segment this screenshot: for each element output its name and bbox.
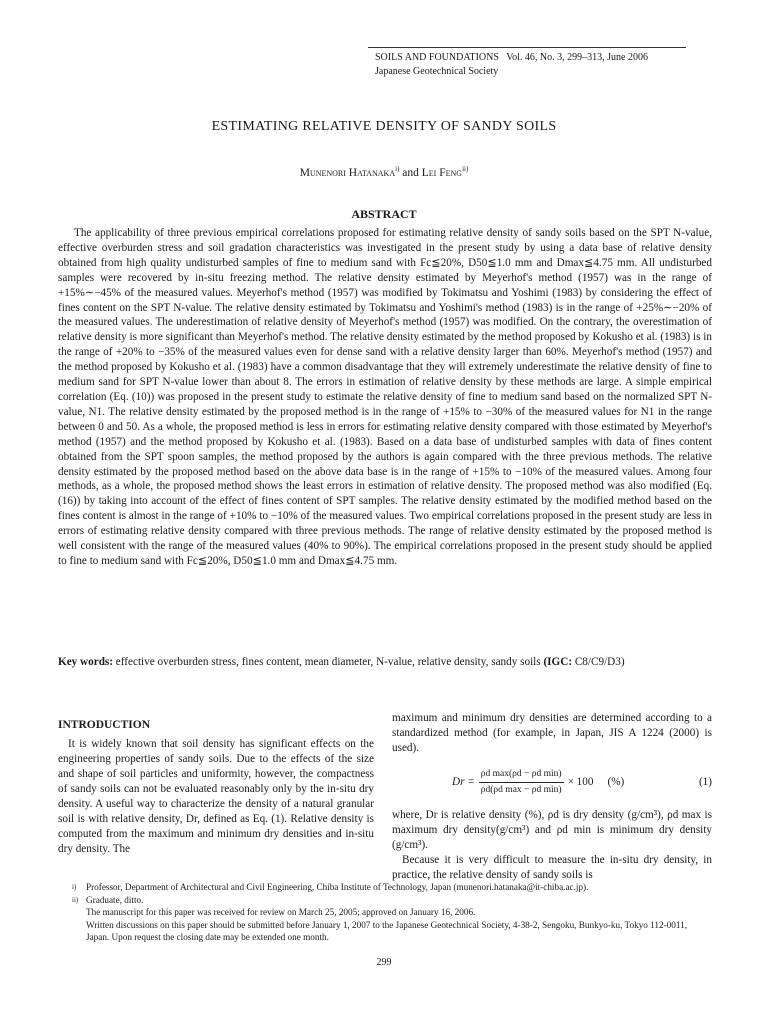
introduction-paragraph: It is widely known that soil density has significant effects on the engineering properties of sandy soils. Due to the effects of the size and shape of soil particles and uniformity, however, the compactness of sandy soils can not be evaluated reasonably only by the in-situ dry density. A useful way to characterize the density of a natural granular soil is with relative density, Dr, defined as Eq. (1). Relative density is computed from the maximum and minimum dry densities and in-situ dry density. The <box>58 738 374 855</box>
journal-society: Japanese Geotechnical Society <box>375 66 499 77</box>
footnote <box>72 906 712 919</box>
footnote-text: Professor, Department of Architectural and Civil Engineering, Chiba Institute of Technology, Japan (munenori.hatanaka@it-chiba.ac.jp). <box>86 882 589 892</box>
footnote-mark: i) <box>72 883 77 891</box>
equation-factor: × 100 <box>567 775 594 788</box>
author-2-affiliation-mark: ii) <box>462 165 469 173</box>
keywords-text: effective overburden stress, fines content, mean diameter, N-value, relative density, sandy soils <box>113 656 544 668</box>
footnote-text: Written discussions on this paper should be submitted before January 1, 2007 to the Japanese Geotechnical Society, 4-38-2, Sengoku, Bunkyo-ku, Tokyo 112-0011, Japan. Upon request the closing date may be extended one month. <box>86 919 687 942</box>
footnote <box>72 894 712 907</box>
author-1: Munenori Hatanaka <box>299 166 396 179</box>
author-2: Lei Feng <box>421 166 463 179</box>
equation-lhs: Dr = <box>452 775 475 788</box>
footnote-mark: ii) <box>72 895 79 904</box>
equation-numerator: ρd max(ρd − ρd min) <box>479 767 564 783</box>
introduction-paragraph-2: Because it is very difficult to measure the in-situ dry density, in practice, the relative density of sandy soils is <box>392 854 712 881</box>
footnote-text: The manuscript for this paper was received for review on March 25, 2005; approved on January 16, 2006. <box>86 907 476 917</box>
author-line <box>0 165 768 179</box>
journal-header-rule <box>368 47 686 48</box>
journal-header <box>375 51 648 79</box>
equation-denominator: ρd(ρd max − ρd min) <box>480 784 562 795</box>
author-1-affiliation-mark: i) <box>395 165 400 173</box>
introduction-left-column <box>58 718 374 857</box>
footnote <box>72 919 712 944</box>
footnote-text: Graduate, ditto. <box>86 894 144 905</box>
introduction-right-column <box>392 711 712 883</box>
equation-number: (1) <box>698 775 712 788</box>
igc-codes: C8/C9/D3) <box>572 656 625 668</box>
equation-1 <box>392 762 712 802</box>
journal-citation: SOILS AND FOUNDATIONS Vol. 46, No. 3, 299–313, June 2006 <box>375 52 648 63</box>
abstract-heading: ABSTRACT <box>351 207 417 221</box>
author-conjunction: and <box>399 166 422 179</box>
abstract-body: The applicability of three previous empirical correlations proposed for estimating relative density of sandy soils based on the SPT N-value, effective overburden stress and soil gradation characteristics was investigated in the present study by using a data base of relative density obtained from high quality undisturbed samples of fine to medium sand with Fc≦20%, D50≦1.0 mm and Dmax≦4.75 mm. All undisturbed samples were recovered by in-situ freezing method. The relative density estimated by Meyerhof's method (1957) was in the range of +15%∼−45% of the measured values. Meyerhof's method (1957) was modified by Tokimatsu and Yoshimi (1983) by considering the effect of fines content on the SPT N-value. The relative density estimated by Tokimatsu and Yoshimi's method (1983) is in the range of +25%∼−20% of the measured values. The underestimation of relative density of Meyerhof's method (1957) was modified. On the contrary, the overestimation of relative density is more significant than Meyerhof's method. The relative density estimated by the method proposed by Kokusho et al. (1983) is in the range of +20% to −35% of the measured values even for dense sand with a relative density larger than 60%. Meyerhof's method (1957) and the method proposed by Kokusho et al. (1983) have a common disadvantage that they will extremely underestimate the relative density of fine to medium sand for SPT N-value lower than about 8. The errors in estimation of relative density by these methods are large. A simple empirical correlation (Eq. (10)) was proposed in the present study to estimate the relative density of fine to medium sand based on the normalized SPT N-value, N1. The relative density estimated by the proposed method is in the range of +15% to −30% of the measured values for N1 in the range between 0 and 50. As a whole, the proposed method is less in errors for estimating relative density compared with those estimated by Meyerhof's method (1957) and the method proposed by Kokusho et al. (1983). Based on a data base of undisturbed samples with data of fines content obtained from the SPT spoon samples, the method proposed by the authors is again compared with the three previous methods. The relative density estimated by the proposed method based on the above data base is in the range of +15% to −10% of the measured values. Among four methods, as a whole, the proposed method shows the least errors in estimation of relative density. The proposed method was also modified (Eq. (16)) by taking into account of the effect of fines content of SPT samples. The relative density estimated by the modified method based on the fines content is almost in the range of +10% to −10% of the measured values. Two empirical correlations proposed in the present study are less in errors of estimating relative density compared with three previous methods. The range of relative density estimated by the proposed method is well consistent with the range of the measured values (40% to 90%). The empirical correlations proposed in the present study should be applied to fine to medium sand with Fc≦20%, D50≦1.0 mm and Dmax≦4.75 mm. <box>58 227 712 567</box>
igc-label: (IGC: <box>543 656 573 668</box>
footnote <box>72 881 712 894</box>
keywords <box>58 655 712 670</box>
paper-title: ESTIMATING RELATIVE DENSITY OF SANDY SOILS <box>211 119 557 134</box>
footnote-mark <box>72 906 86 919</box>
footnote-mark <box>72 919 86 944</box>
equation-definitions: where, Dr is relative density (%), ρd is dry density (g/cm³), ρd max is maximum dry density(g/cm³) and ρd min is minimum dry density (g/cm³). <box>392 809 712 851</box>
footnotes <box>72 881 712 944</box>
page-number: 299 <box>376 957 392 968</box>
equation-fraction <box>479 767 564 798</box>
introduction-heading: INTRODUCTION <box>58 719 151 731</box>
introduction-paragraph-continued: maximum and minimum dry densities are determined according to a standardized method (for example, in Japan, JIS A 1224 (2000) is used). <box>392 712 712 754</box>
equation-unit: (%) <box>607 775 625 788</box>
keywords-label: Key words: <box>58 656 113 668</box>
